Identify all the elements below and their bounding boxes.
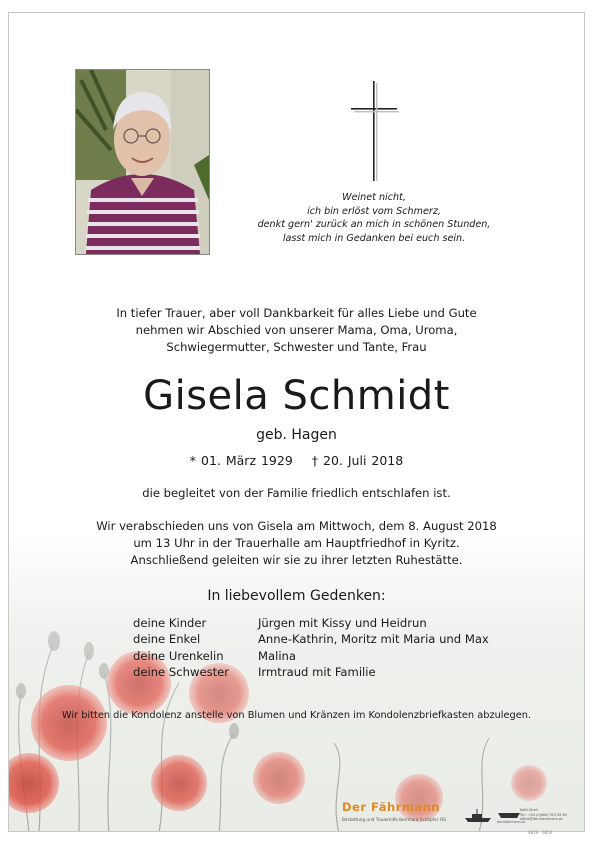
list-item — [133, 615, 553, 631]
cross-icon — [349, 81, 399, 181]
mourner-names: Jürgen mit Kissy und Heidrun — [258, 616, 427, 630]
poppy-field-background — [9, 533, 584, 832]
intro-line: In tiefer Trauer, aber voll Dankbarkeit für alles Liebe und Gute — [116, 306, 477, 320]
service-info — [49, 518, 544, 569]
deceased-name: Gisela Schmidt — [143, 373, 450, 419]
funeral-home-web: der-faehrmann.at — [497, 820, 525, 824]
mourners-list — [133, 615, 553, 680]
mourner-names: Anne-Kathrin, Moritz mit Maria und Max — [258, 632, 489, 647]
poem-line: Weinet nicht, — [342, 192, 406, 203]
intro-line: nehmen wir Abschied von unserer Mama, Oma, Uroma, — [135, 323, 458, 337]
funeral-home-subtitle: Bestattung und Trauerhilfe Bernhard Schöpfer OG — [342, 817, 447, 822]
funeral-home-contact — [520, 808, 567, 822]
ferry-boat-icon — [464, 809, 492, 823]
poem-line: denkt gern' zurück an mich in schönen Stunden, — [257, 219, 491, 231]
portrait-photo — [75, 69, 210, 255]
service-line: Wir verabschieden uns von Gisela am Mittwoch, dem 8. August 2018 — [96, 519, 497, 533]
print-code: 0819 · 0850 — [528, 830, 553, 835]
intro-text — [69, 305, 524, 356]
service-line: Anschließend geleiten wir sie zu ihrer letzten Ruhestätte. — [130, 553, 463, 567]
list-item — [133, 631, 553, 647]
condolence-request: Wir bitten die Kondolenz anstelle von Blumen und Kränzen im Kondolenzbriefkasten abzulegen. — [61, 710, 532, 721]
contact-line: Kettl-Strell — [520, 808, 538, 812]
poem-line: ich bin erlöst vom Schmerz, — [307, 205, 441, 217]
obituary-card — [8, 12, 585, 832]
birth-date: * 01. März 1929 — [189, 453, 293, 468]
list-item — [133, 648, 553, 664]
passed-text: die begleitet von der Familie friedlich entschlafen ist. — [142, 486, 451, 500]
funeral-home-name: Der Fährmann — [342, 800, 440, 814]
service-line: um 13 Uhr in der Trauerhalle am Hauptfriedhof in Kyritz. — [133, 536, 460, 550]
poem — [239, 191, 509, 245]
boat-icon — [498, 810, 520, 818]
life-dates — [49, 453, 544, 468]
intro-line: Schwiegermutter, Schwester und Tante, Frau — [166, 340, 427, 354]
maiden-name: geb. Hagen — [256, 427, 337, 443]
relation-label: deine Kinder — [133, 616, 207, 630]
contact-line: Tel.: +43 (0)664/ 915 59 60 — [520, 812, 567, 817]
relation-label: deine Schwester — [133, 664, 230, 679]
funeral-home-logo — [342, 800, 582, 830]
mourner-names: Irmtraud mit Familie — [258, 664, 376, 679]
mourner-names: Malina — [258, 648, 297, 663]
contact-line: office@der-faehrmann.at — [520, 817, 563, 821]
relation-label: deine Urenkelin — [133, 648, 224, 663]
death-date: † 20. Juli 2018 — [311, 453, 404, 468]
relation-label: deine Enkel — [133, 632, 201, 647]
poem-line: lasst mich in Gedanken bei euch sein. — [282, 232, 466, 244]
list-item — [133, 664, 553, 680]
memory-heading: In liebevollem Gedenken: — [207, 588, 386, 604]
